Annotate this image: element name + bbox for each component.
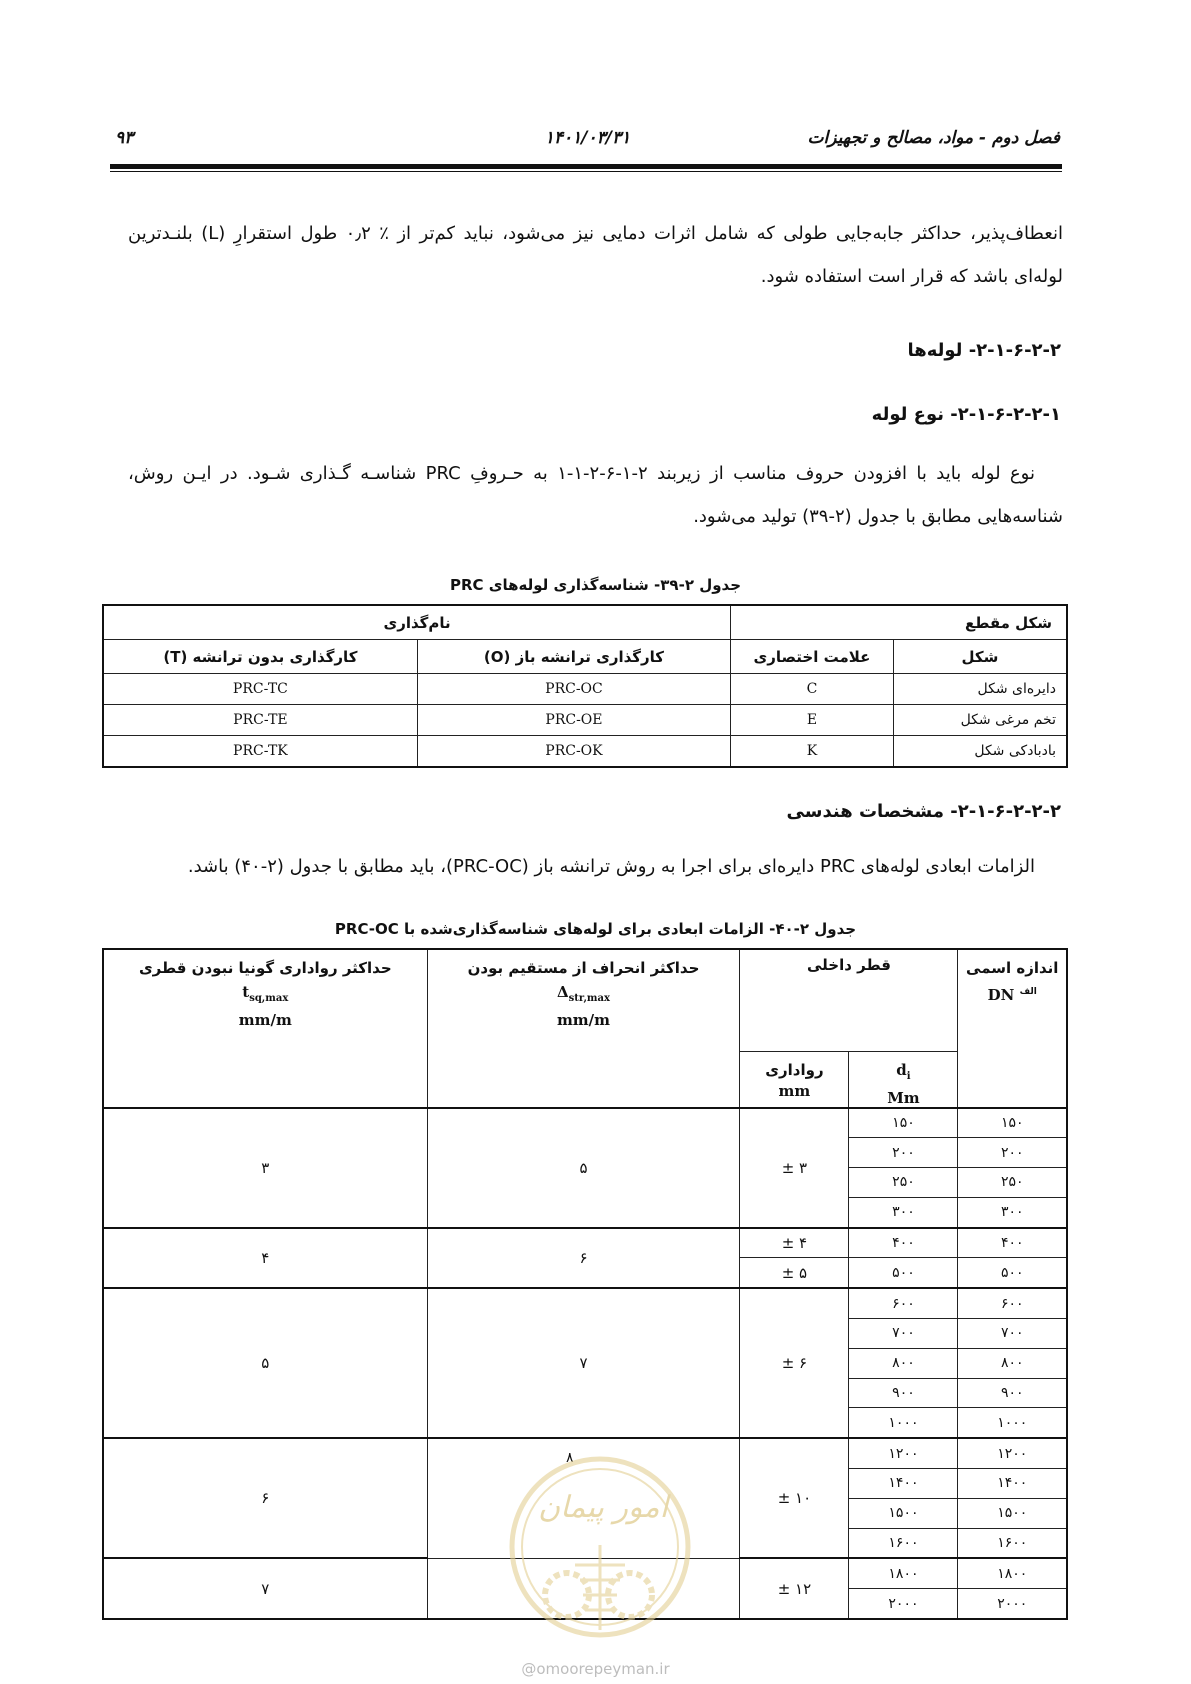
header-rule-thick [110, 164, 1062, 169]
source-url: @omoorepeyman.ir [521, 1660, 670, 1678]
cell-di: ۲۰۰۰ [849, 1589, 958, 1619]
table-row [103, 1108, 1067, 1138]
cell-shape: بادبادکی شکل [893, 736, 1067, 768]
cell-di: ۸۰۰ [849, 1348, 958, 1378]
cell-tolerance: ± ۵ [740, 1258, 849, 1288]
cell-di: ۲۰۰ [849, 1138, 958, 1168]
cell-dn: ۱۲۰۰ [958, 1438, 1067, 1468]
cell-open: PRC-OC [417, 674, 730, 705]
cell-dn: ۸۰۰ [958, 1348, 1067, 1378]
table-39-col-trenchless: کارگذاری بدون ترانشه (T) [103, 640, 417, 674]
seal-lettering: امور پیمان [538, 1490, 668, 1525]
cell-dn: ۲۰۰۰ [958, 1589, 1067, 1619]
cell-dn: ۱۰۰۰ [958, 1408, 1067, 1438]
table-40-caption: جدول ۲-۴۰- الزامات ابعادی برای لوله‌های شناسه‌گذاری‌شده با PRC-OC [334, 920, 857, 938]
cell-dn: ۱۵۰ [958, 1108, 1067, 1138]
page-header [115, 128, 1060, 150]
cell-dn: ۲۵۰ [958, 1168, 1067, 1198]
table-40-col-inner: قطر داخلی [740, 949, 958, 1051]
heading-geometry: ۲-۱-۶-۲-۲-۲- مشخصات هندسی [786, 801, 1061, 822]
cell-dn: ۹۰۰ [958, 1378, 1067, 1408]
cell-trenchless: PRC-TC [103, 674, 417, 705]
cell-di: ۱۸۰۰ [849, 1558, 958, 1588]
table-row [103, 674, 1067, 705]
table-39 [102, 604, 1068, 768]
cell-di: ۱۵۰ [849, 1108, 958, 1138]
cell-abbr: K [731, 736, 894, 768]
cell-dn: ۵۰۰ [958, 1258, 1067, 1288]
table-40-col-dn: اندازه اسمی DN $^{الف}$ [958, 949, 1067, 1108]
cell-tolerance: ± ۱۲ [740, 1558, 849, 1619]
cell-shape: دایره‌ای شکل [893, 674, 1067, 705]
page-number: ۹۳ [115, 128, 134, 148]
cell-trenchless: PRC-TK [103, 736, 417, 768]
cell-straightness: ۶ [427, 1228, 740, 1289]
cell-tolerance: ± ۶ [740, 1288, 849, 1438]
table-row [103, 1228, 1067, 1258]
paragraph-3: الزامات ابعادی لوله‌های PRC دایره‌ای برای اجرا به روش ترانشه باز (PRC-OC)، باید مطابق با جدول (۲-۴۰) باشد. [187, 856, 1035, 877]
cell-open: PRC-OK [417, 736, 730, 768]
heading-pipe-type: ۲-۱-۶-۲-۲-۱- نوع لوله [871, 404, 1061, 425]
cell-tolerance: ± ۱۰ [740, 1438, 849, 1558]
table-39-col-abbr: علامت اختصاری [731, 640, 894, 674]
table-40-col-squareness: حداکثر رواداری گونیا نبودن قطری $t_{sq,max}$ mm/m [103, 949, 427, 1108]
paragraph-1: انعطاف‌پذیر، حداکثر جابه‌جایی طولی که شامل اثرات دمایی نیز می‌شود، نباید کم‌تر از ٪ ۰٫۲ طول استقرارِ (L) بلنـدترین لوله‌ای باشد که قرار است استفاده شود. [128, 223, 1063, 287]
table-39-col-shape: شکل [893, 640, 1067, 674]
cell-di: ۳۰۰ [849, 1197, 958, 1227]
table-row [103, 1288, 1067, 1318]
table-40-col-straightness: حداکثر انحراف از مستقیم بودن $\Delta_{str,max}$ mm/m [427, 949, 740, 1108]
cell-di: ۱۴۰۰ [849, 1469, 958, 1499]
table-39-group-naming: نام‌گذاری [103, 605, 731, 640]
cell-di: ۱۰۰۰ [849, 1408, 958, 1438]
table-39-col-open: کارگذاری ترانشه باز (O) [417, 640, 730, 674]
cell-di: ۷۰۰ [849, 1319, 958, 1349]
cell-tolerance: ± ۳ [740, 1108, 849, 1228]
cell-straightness: ۵ [427, 1108, 740, 1228]
table-39-group-shape: شکل مقطع [731, 605, 1067, 640]
cell-di: ۵۰۰ [849, 1258, 958, 1288]
paragraph-2: نوع لوله باید با افزودن حروف مناسب از زیربند ۲-۱-۶-۲-۱-۱ به حـروفِ PRC شناسـه گـذاری شـود. در ایـن روش، شناسه‌هایی مطابق با جدول (۲-۳۹) تولید می‌شود. [128, 463, 1063, 527]
cell-dn: ۱۶۰۰ [958, 1528, 1067, 1558]
cell-di: ۱۲۰۰ [849, 1438, 958, 1468]
cell-di: ۶۰۰ [849, 1288, 958, 1318]
header-date: ۱۴۰۱/۰۳/۳۱ [544, 128, 631, 148]
cell-shape: تخم مرغی شکل [893, 705, 1067, 736]
cell-di: ۴۰۰ [849, 1228, 958, 1258]
table-40-col-di: $d_i$ Mm [849, 1051, 958, 1108]
cell-di: ۲۵۰ [849, 1168, 958, 1198]
table-row [103, 736, 1067, 768]
cell-trenchless: PRC-TE [103, 705, 417, 736]
table-40-straightness-g4: ۸ [566, 1450, 574, 1466]
cell-di: ۹۰۰ [849, 1378, 958, 1408]
cell-di: ۱۶۰۰ [849, 1528, 958, 1558]
header-rule-thin [110, 171, 1062, 172]
table-39-caption: جدول ۲-۳۹- شناسه‌گذاری لوله‌های PRC [449, 576, 742, 594]
cell-abbr: C [731, 674, 894, 705]
cell-dn: ۱۸۰۰ [958, 1558, 1067, 1588]
cell-squareness: ۶ [103, 1438, 427, 1558]
heading-pipes: ۲-۱-۶-۲-۲- لوله‌ها [907, 340, 1061, 361]
table-row [103, 705, 1067, 736]
cell-dn: ۶۰۰ [958, 1288, 1067, 1318]
cell-dn: ۱۴۰۰ [958, 1469, 1067, 1499]
cell-squareness: ۴ [103, 1228, 427, 1289]
cell-dn: ۴۰۰ [958, 1228, 1067, 1258]
cell-squareness: ۷ [103, 1558, 427, 1619]
cell-squareness: ۵ [103, 1288, 427, 1438]
cell-tolerance: ± ۴ [740, 1228, 849, 1258]
seal-watermark-icon [505, 1445, 695, 1650]
cell-dn: ۱۵۰۰ [958, 1498, 1067, 1528]
cell-dn: ۷۰۰ [958, 1319, 1067, 1349]
cell-abbr: E [731, 705, 894, 736]
cell-di: ۱۵۰۰ [849, 1498, 958, 1528]
cell-dn: ۲۰۰ [958, 1138, 1067, 1168]
chapter-title: فصل دوم - مواد، مصالح و تجهیزات [807, 128, 1060, 148]
cell-open: PRC-OE [417, 705, 730, 736]
cell-dn: ۳۰۰ [958, 1197, 1067, 1227]
table-40-col-tolerance: رواداری mm [740, 1051, 849, 1108]
cell-squareness: ۳ [103, 1108, 427, 1228]
cell-straightness: ۷ [427, 1288, 740, 1438]
